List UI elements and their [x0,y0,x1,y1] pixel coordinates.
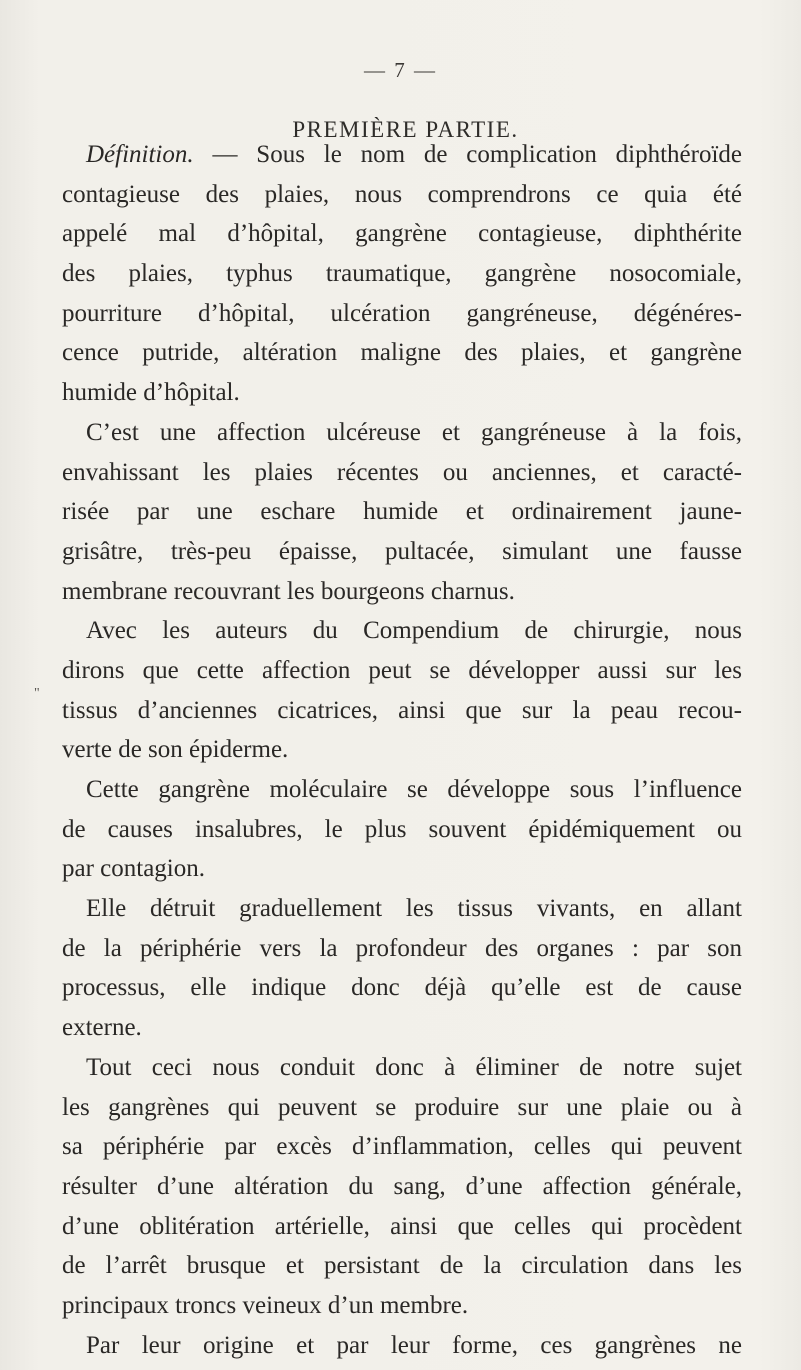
line-text: risée par une eschare humide et ordinairement jaune- [62,498,742,526]
text-line [62,691,742,731]
text-line [62,1048,742,1088]
line-text: de la périphérie vers la profondeur des organes : par son [62,934,742,962]
definition-lead: Définition. [86,141,194,168]
line-text: membrane recouvrant les bourgeons charnus. [62,577,515,605]
text-line [62,254,742,294]
line-text: processus, elle indique donc déjà qu’elle est de cause [62,974,742,1002]
line-text: grisâtre, très-peu épaisse, pultacée, simulant une fausse [62,537,742,565]
text-line [62,929,742,969]
line-text: pourriture d’hôpital, ulcération gangréneuse, dégénéres- [62,299,742,327]
line-text: par contagion. [62,855,206,883]
line-text: C’est une affection ulcéreuse et gangréneuse à la fois, [86,418,742,446]
line-text: de l’arrêt brusque et persistant de la circulation dans les [62,1252,742,1280]
text-line [62,889,742,929]
text-line [62,849,742,889]
line-text: dirons que cette affection peut se développer aussi sur les [62,656,742,684]
text-line [62,333,742,373]
text-line [62,492,742,532]
line-text: Tout ceci nous conduit donc à éliminer de notre sujet [86,1053,742,1081]
line-text: envahissant les plaies récentes ou anciennes, et caracté- [62,458,742,486]
text-line [62,294,742,334]
text-line [62,175,742,215]
line-text: résulter d’une altération du sang, d’une affection générale, [62,1172,742,1200]
text-line [62,214,742,254]
line-text: de causes insalubres, le plus souvent épidémiquement ou [62,815,742,843]
text-line [62,1127,742,1167]
line-text: Cette gangrène moléculaire se développe sous l’influence [86,776,742,803]
text-line [62,413,742,453]
text-line [62,373,742,413]
text-line [62,770,742,810]
text-line [62,1167,742,1207]
text-line [62,1286,742,1326]
line-text: cence putride, altération maligne des plaies, et gangrène [62,339,742,367]
line-text: humide d’hôpital. [62,379,240,407]
text-line [62,730,742,770]
margin-mark: " [34,686,40,701]
part-title: PREMIÈRE PARTIE. [292,117,519,142]
line-text: Elle détruit graduellement les tissus vivants, en allant [86,895,742,923]
line-text: les gangrènes qui peuvent se produire sur une plaie ou à [62,1093,742,1121]
line-text: — Sous le nom de complication diphthéroïde [193,141,742,168]
text-line [62,1008,742,1048]
text-line [62,572,742,612]
text-line [62,1207,742,1247]
text-line [62,1326,742,1366]
line-text: sa périphérie par excès d’inflammation, celles qui peuvent [62,1133,742,1161]
line-text: d’une oblitération artérielle, ainsi que celles qui procèdent [62,1212,742,1240]
line-text: externe. [62,1014,142,1042]
text-line [62,651,742,691]
text-line [62,135,742,175]
body-text [62,135,742,1365]
text-line [62,968,742,1008]
line-text: contagieuse des plaies, nous comprendrons ce quia été [62,180,742,208]
page-number: — 7 — [364,58,437,82]
line-text: verte de son épiderme. [62,736,289,764]
line-text: Par leur origine et par leur forme, ces gangrènes ne [86,1331,742,1359]
line-text: Avec les auteurs du Compendium de chirurgie, nous [86,617,742,645]
text-line [62,453,742,493]
text-line [62,611,742,651]
text-line [62,810,742,850]
line-text: appelé mal d’hôpital, gangrène contagieuse, diphthérite [62,220,742,248]
line-text: tissus d’anciennes cicatrices, ainsi que sur la peau recou- [62,696,742,724]
line-text: principaux troncs veineux d’un membre. [62,1291,469,1319]
line-text: des plaies, typhus traumatique, gangrène nosocomiale, [62,260,742,288]
text-line [62,1246,742,1286]
text-line [62,1088,742,1128]
text-line [62,532,742,572]
